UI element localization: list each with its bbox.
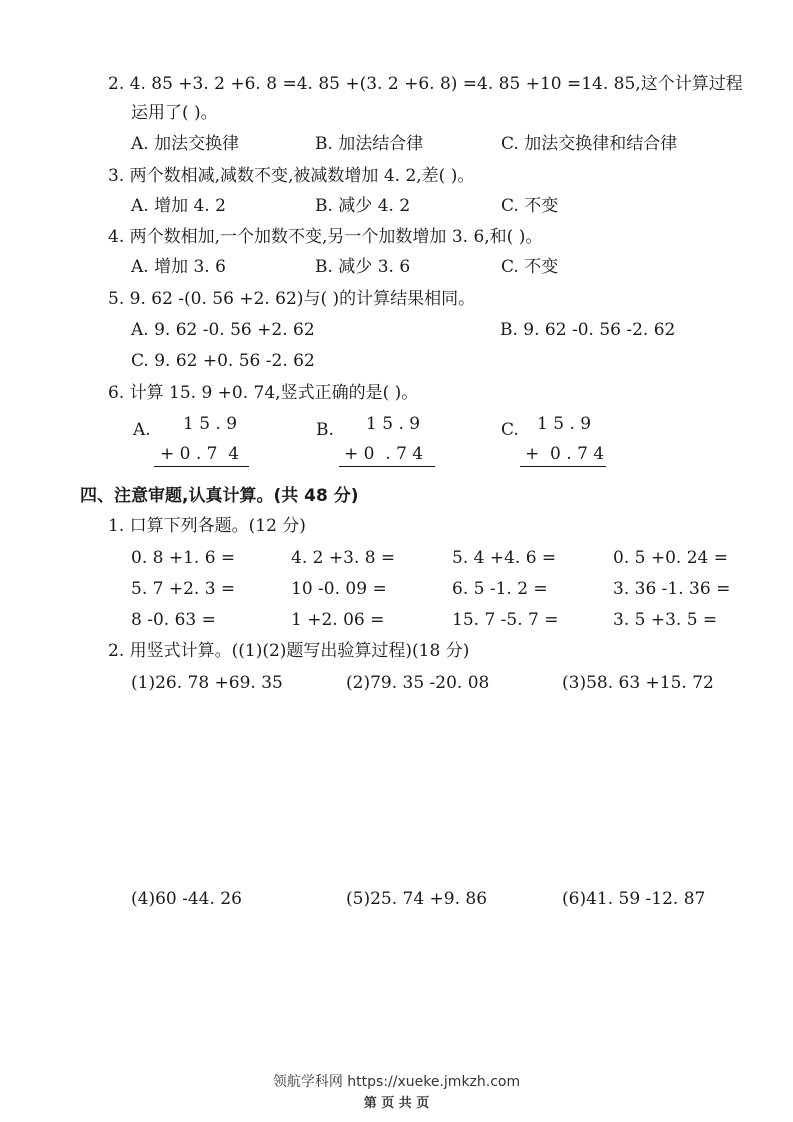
vertical-calc-row — [0, 888, 793, 910]
vertical-calc-item: (6)41. 59 -12. 87 — [562, 889, 706, 909]
vertical-calc-item: (2)79. 35 -20. 08 — [346, 673, 490, 693]
oral-calc-item: 5. 7 +2. 3 = — [131, 579, 236, 599]
oral-calc-item: 3. 36 -1. 36 = — [613, 579, 731, 599]
q6-option-a-bottom: + 0 . 7 4 — [160, 444, 240, 464]
q6-option-c-rule — [520, 466, 606, 467]
q5-option-b: B. 9. 62 -0. 56 -2. 62 — [500, 320, 676, 340]
q3-stem: 3. 两个数相减,减数不变,被减数增加 4. 2,差( )。 — [108, 166, 475, 186]
q5-options-row2 — [0, 350, 793, 372]
q6-option-a-label: A. — [133, 420, 151, 440]
q6-option-c-label: C. — [501, 420, 519, 440]
q5-option-a: A. 9. 62 -0. 56 +2. 62 — [131, 320, 315, 340]
q6-option-c-top: 1 5 . 9 — [537, 414, 592, 434]
q6-option-b-bottom: + 0 . 7 4 — [344, 444, 424, 464]
section-4-title: 四、注意审题,认真计算。(共 48 分) — [80, 486, 359, 506]
q4-option-b: B. 减少 3. 6 — [315, 257, 411, 277]
oral-calc-row — [0, 547, 793, 569]
q2-stem-line1: 2. 4. 85 +3. 2 +6. 8 =4. 85 +(3. 2 +6. 8) =4. 85 +10 =14. 85,这个计算过程 — [108, 74, 743, 94]
q2-option-b: B. 加法结合律 — [315, 134, 424, 154]
oral-calc-item: 8 -0. 63 = — [131, 610, 216, 630]
vertical-calc-item: (5)25. 74 +9. 86 — [346, 889, 488, 909]
q5-option-c: C. 9. 62 +0. 56 -2. 62 — [131, 351, 315, 371]
q4-option-c: C. 不变 — [501, 257, 559, 277]
oral-calc-item: 10 -0. 09 = — [291, 579, 387, 599]
oral-calc-item: 1 +2. 06 = — [291, 610, 385, 630]
q4-options — [0, 256, 793, 278]
oral-calc-row — [0, 609, 793, 631]
footer-source: 领航学科网 https://xueke.jmkzh.com — [272, 1074, 521, 1090]
vertical-calc-item: (4)60 -44. 26 — [131, 889, 242, 909]
q6-stem: 6. 计算 15. 9 +0. 74,竖式正确的是( )。 — [108, 383, 419, 403]
oral-calc-item: 0. 5 +0. 24 = — [613, 548, 728, 568]
oral-calc-item: 15. 7 -5. 7 = — [452, 610, 559, 630]
q2-stem-line2: 运用了( )。 — [131, 103, 218, 123]
oral-calc-item: 4. 2 +3. 8 = — [291, 548, 396, 568]
vertical-calc-item: (3)58. 63 +15. 72 — [562, 673, 714, 693]
q3-options — [0, 195, 793, 217]
q5-options-row1 — [0, 319, 793, 341]
q6-option-b-top: 1 5 . 9 — [366, 414, 421, 434]
q2-options — [0, 133, 793, 155]
oral-calc-item: 6. 5 -1. 2 = — [452, 579, 548, 599]
section-4-part1-title: 1. 口算下列各题。(12 分) — [108, 516, 306, 536]
oral-calc-row — [0, 578, 793, 600]
q2-option-a: A. 加法交换律 — [131, 134, 240, 154]
q6-option-b-label: B. — [316, 420, 334, 440]
q3-option-a: A. 增加 4. 2 — [131, 196, 226, 216]
q6-option-a-rule — [154, 466, 249, 467]
oral-calc-item: 5. 4 +4. 6 = — [452, 548, 557, 568]
q6-option-c-bottom: + 0 . 7 4 — [525, 444, 605, 464]
footer-page-number: 第 页 共 页 — [363, 1096, 430, 1111]
q4-option-a: A. 增加 3. 6 — [131, 257, 226, 277]
q6-option-a-top: 1 5 . 9 — [183, 414, 238, 434]
q3-option-c: C. 不变 — [501, 196, 559, 216]
q3-option-b: B. 减少 4. 2 — [315, 196, 411, 216]
q4-stem: 4. 两个数相加,一个加数不变,另一个加数增加 3. 6,和( )。 — [108, 227, 543, 247]
vertical-calc-row — [0, 672, 793, 694]
oral-calc-item: 0. 8 +1. 6 = — [131, 548, 236, 568]
oral-calc-item: 3. 5 +3. 5 = — [613, 610, 718, 630]
section-4-part2-title: 2. 用竖式计算。((1)(2)题写出验算过程)(18 分) — [108, 641, 470, 661]
q6-option-b-rule — [339, 466, 435, 467]
q5-stem: 5. 9. 62 -(0. 56 +2. 62)与( )的计算结果相同。 — [108, 289, 476, 309]
vertical-calc-item: (1)26. 78 +69. 35 — [131, 673, 283, 693]
q2-option-c: C. 加法交换律和结合律 — [501, 134, 678, 154]
